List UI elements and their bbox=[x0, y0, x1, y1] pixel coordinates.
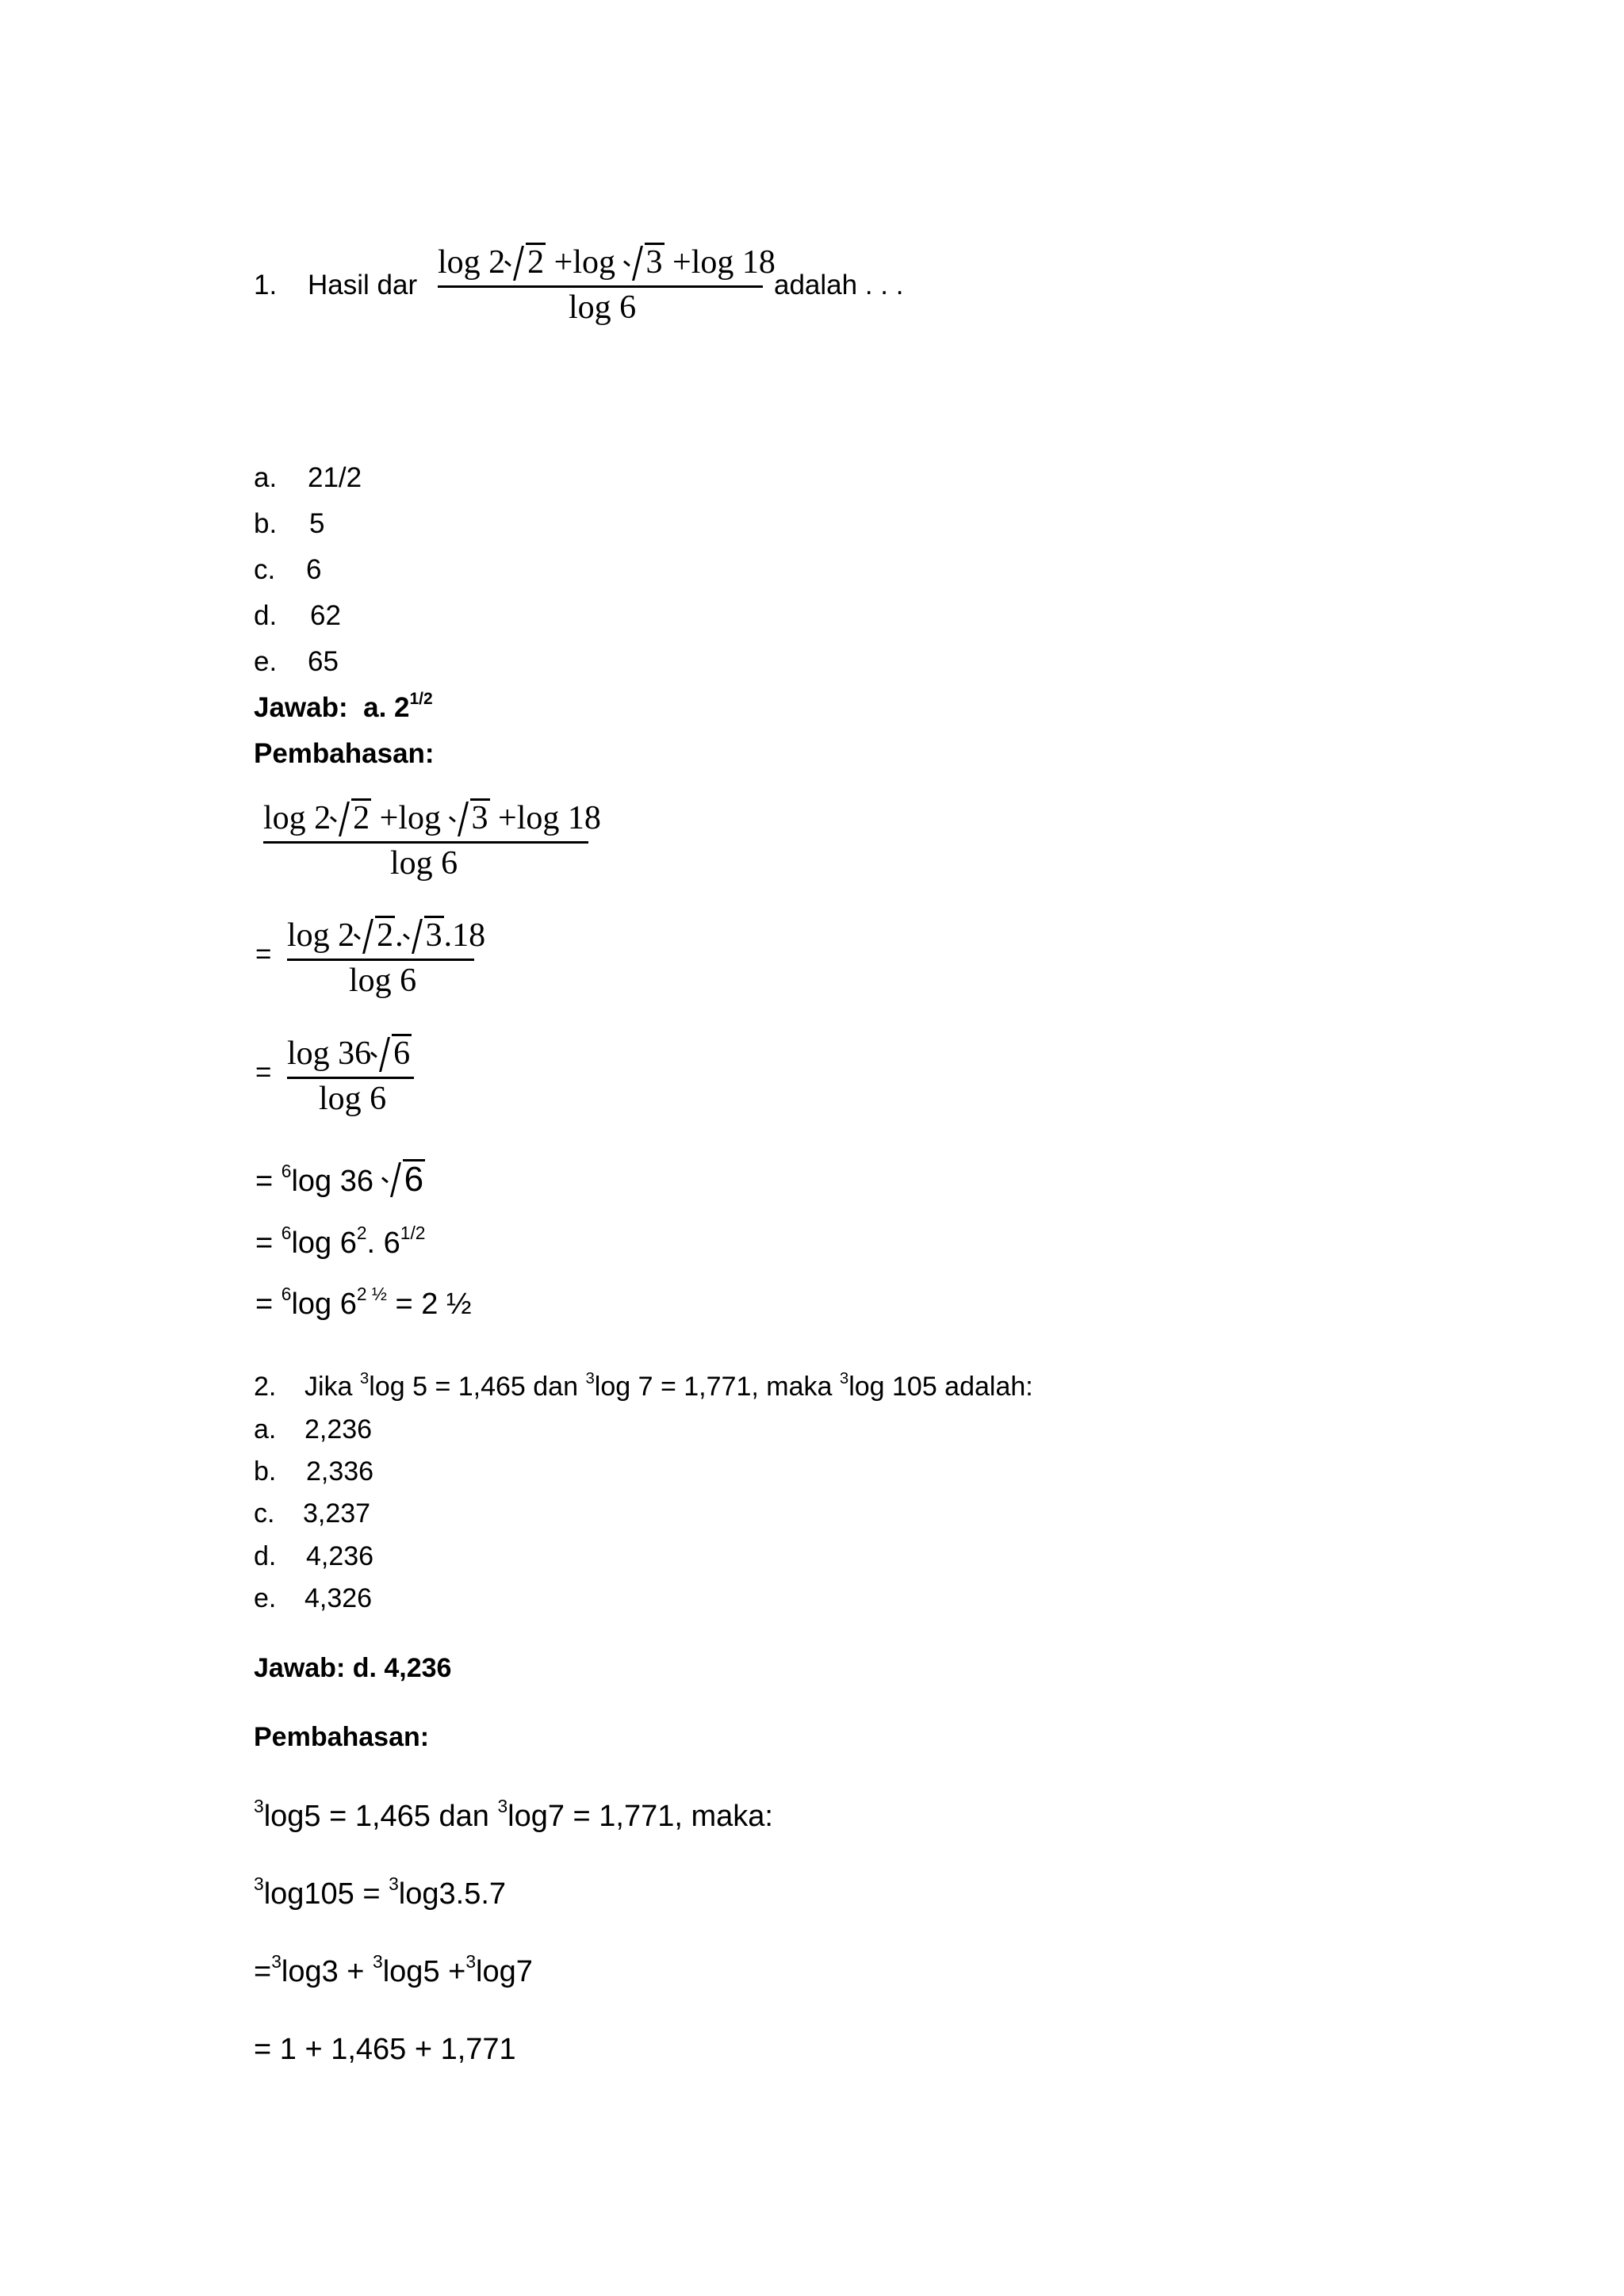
step6-line: = $^6$log $6^{2 \frac{1}{2}} = 2$ ½ bbox=[255, 1283, 472, 1321]
q2-option-value: 3,237 bbox=[303, 1498, 371, 1529]
q1-option-value: 65 bbox=[308, 646, 339, 677]
q1-option-value: 62 bbox=[310, 600, 341, 631]
q1-option-letter: e. bbox=[254, 646, 278, 677]
q1-discussion-label: Pembahasan: bbox=[254, 738, 435, 769]
fraction-numerator: log 2 2. 3.18 bbox=[287, 917, 486, 954]
fraction-numerator: log 2 2 +log 3 +log 18 bbox=[438, 244, 776, 281]
fraction-denominator: log 6 bbox=[319, 1081, 387, 1117]
step5-line: = $^6$log $6^2$. $6^{1/2}$ bbox=[255, 1222, 426, 1260]
q2-option-value: 4,326 bbox=[304, 1583, 373, 1613]
fraction-numerator: log 2 2 +log 3 +log 18 bbox=[263, 800, 601, 836]
q2-number: 2. bbox=[254, 1372, 277, 1402]
q2-question: Jika $^3$log 5 = 1,465 dan $^3$log 7 = 1,771, maka $^3$log 105 adalah: bbox=[304, 1369, 1033, 1402]
q2-option-value: 2,336 bbox=[306, 1456, 374, 1487]
q2-option-letter: a. bbox=[254, 1414, 277, 1445]
sqrt-symbol: 3 bbox=[624, 243, 665, 281]
q1-answer: Jawab: a. $2^{1/2}$ bbox=[254, 690, 433, 723]
fraction-denominator: log 6 bbox=[569, 289, 637, 326]
q1-option-letter: c. bbox=[254, 554, 276, 585]
q2-option-value: 4,236 bbox=[306, 1541, 374, 1571]
q2-step2-line: $^3$log105 = $^3$log3.5.7 bbox=[254, 1873, 507, 1911]
fraction-denominator: log 6 bbox=[349, 962, 417, 999]
fraction-denominator: log 6 bbox=[390, 845, 458, 882]
sqrt-symbol: 2 bbox=[354, 916, 395, 955]
q1-option-value: 5 bbox=[309, 508, 325, 539]
q1-option-letter: b. bbox=[254, 508, 278, 539]
fraction-bar bbox=[263, 841, 588, 844]
q2-step4-line: = 1 + 1,465 + 1,771 bbox=[254, 2033, 516, 2066]
q2-option-letter: e. bbox=[254, 1583, 277, 1613]
sqrt-symbol: 6 bbox=[382, 1159, 425, 1200]
equals-sign: = bbox=[255, 939, 272, 970]
sqrt-symbol: 2 bbox=[505, 243, 546, 281]
step1-fraction bbox=[263, 798, 601, 886]
sqrt-symbol: 3 bbox=[404, 916, 444, 955]
q2-step3-line: =$^3$log3 + $^3$log5 +$^3$log7 bbox=[254, 1950, 533, 1988]
q1-prefix: Hasil dar bbox=[308, 270, 418, 300]
q1-option-value: 21/2 bbox=[308, 462, 362, 493]
fraction-numerator: log 36 6 bbox=[287, 1035, 411, 1072]
q1-header-fraction bbox=[438, 243, 776, 330]
sqrt-symbol: 2 bbox=[331, 798, 371, 837]
q2-option-letter: d. bbox=[254, 1541, 277, 1571]
q1-option-letter: d. bbox=[254, 600, 278, 631]
step3-fraction bbox=[287, 1034, 414, 1121]
equals-sign: = bbox=[255, 1057, 272, 1088]
fraction-bar bbox=[287, 959, 474, 961]
fraction-bar bbox=[287, 1077, 414, 1079]
sqrt-symbol: 3 bbox=[450, 798, 490, 837]
q1-option-letter: a. bbox=[254, 462, 278, 493]
q1-suffix: adalah . . . bbox=[774, 270, 904, 300]
step4-line: = $^6$log 36 6 bbox=[255, 1160, 424, 1199]
sqrt-symbol: 6 bbox=[371, 1034, 412, 1073]
q2-answer: Jawab: d. 4,236 bbox=[254, 1653, 452, 1683]
step2-fraction bbox=[287, 916, 486, 1003]
q2-step1-line: $^3$log5 = 1,465 dan $^3$log7 = 1,771, maka: bbox=[254, 1795, 773, 1833]
q2-option-letter: c. bbox=[254, 1498, 275, 1529]
q2-discussion-label: Pembahasan: bbox=[254, 1722, 430, 1752]
fraction-bar bbox=[438, 285, 763, 288]
q1-number: 1. bbox=[254, 270, 278, 300]
q2-option-letter: b. bbox=[254, 1456, 277, 1487]
q1-option-value: 6 bbox=[306, 554, 322, 585]
log-text: log bbox=[438, 244, 481, 281]
q2-option-value: 2,236 bbox=[304, 1414, 373, 1445]
